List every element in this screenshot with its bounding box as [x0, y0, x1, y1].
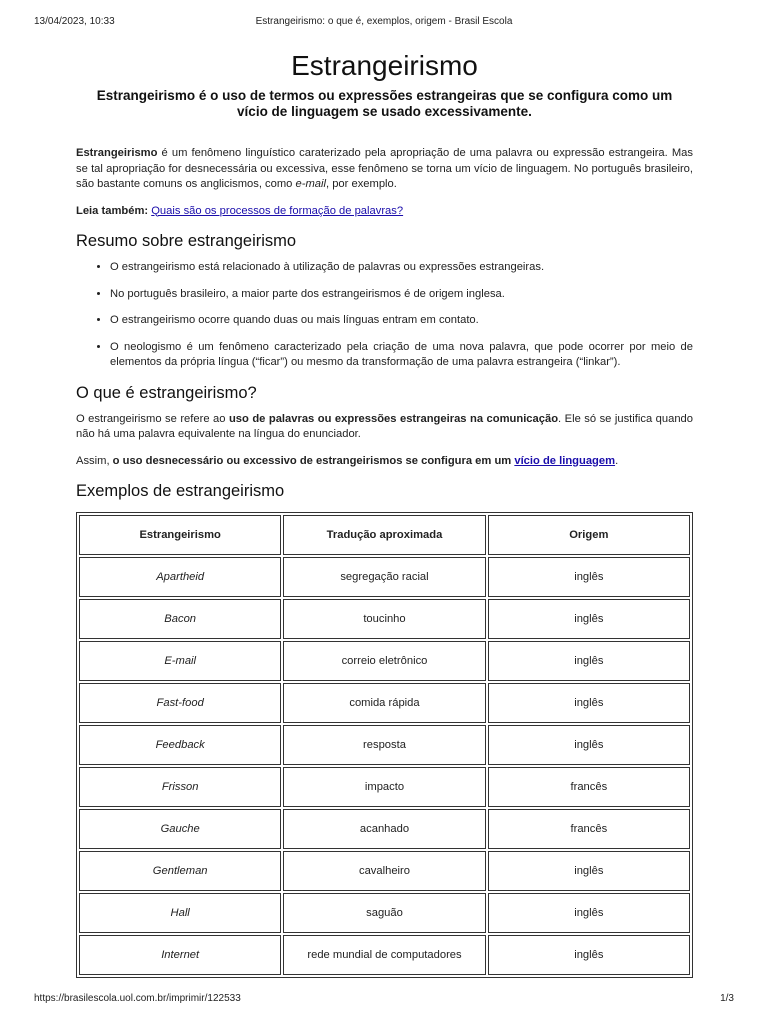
resumo-item: • No português brasileiro, a maior parte dos estrangeirismos é de origem inglesa.	[110, 287, 693, 303]
intro-text-1: é um fenômeno linguístico caraterizado pela apropriação de uma palavra ou expressão estrangeira. Mas se tal apropriação for desnecessária ou excessiva, esse fenômeno se torna um vício de linguagem. No português brasileiro, são bastante comuns os anglicismos, como	[76, 147, 693, 190]
intro-paragraph	[76, 146, 693, 193]
cell-term: Hall	[79, 893, 281, 933]
vicio-linguagem-link[interactable]: vício de linguagem	[514, 454, 616, 467]
table-row	[79, 935, 690, 975]
oque-p1-text-a: O estrangeirismo se refere ao	[76, 412, 229, 425]
cell-translation: toucinho	[283, 599, 485, 639]
print-page-title: Estrangeirismo: o que é, exemplos, origem - Brasil Escola	[255, 16, 513, 27]
cell-origin: inglês	[488, 725, 690, 765]
cell-term: Gauche	[79, 809, 281, 849]
table-row	[79, 725, 690, 765]
cell-origin: inglês	[488, 851, 690, 891]
leia-tambem	[76, 204, 693, 220]
cell-translation: comida rápida	[283, 683, 485, 723]
page-number: 1/3	[720, 993, 734, 1004]
cell-term: Bacon	[79, 599, 281, 639]
cell-translation: correio eletrônico	[283, 641, 485, 681]
print-date: 13/04/2023, 10:33	[34, 16, 115, 27]
print-url: https://brasilescola.uol.com.br/imprimir/122533	[34, 993, 241, 1004]
column-header: Tradução aproximada	[283, 515, 485, 555]
cell-term: Feedback	[79, 725, 281, 765]
intro-text-2: , por exemplo.	[325, 178, 397, 190]
cell-origin: inglês	[488, 935, 690, 975]
column-header: Origem	[488, 515, 690, 555]
cell-translation: impacto	[283, 767, 485, 807]
oque-p1-text-b: . Ele só se justifica quando não há uma palavra equivalente na língua do enunciador.	[76, 412, 693, 440]
cell-origin: inglês	[488, 893, 690, 933]
oque-p2-text-a: Assim,	[76, 454, 113, 467]
cell-origin: francês	[488, 767, 690, 807]
oque-paragraph-1	[76, 412, 693, 443]
heading-o-que-e: O que é estrangeirismo?	[76, 383, 257, 402]
article-title: Estrangeirismo	[291, 50, 478, 81]
oque-p2-text-b: .	[615, 454, 619, 467]
cell-term: Gentleman	[79, 851, 281, 891]
print-header	[34, 16, 734, 30]
cell-origin: inglês	[488, 599, 690, 639]
cell-term: Frisson	[79, 767, 281, 807]
oque-paragraph-2	[76, 454, 693, 470]
table-row	[79, 893, 690, 933]
cell-term: E-mail	[79, 641, 281, 681]
table-row	[79, 557, 690, 597]
oque-p2-bold: o uso desnecessário ou excessivo de estrangeirismos se configura em um	[112, 454, 515, 467]
oque-p1-bold: uso de palavras ou expressões estrangeiras na comunicação	[228, 412, 559, 425]
resumo-item: • O neologismo é um fenômeno caracterizado pela criação de uma nova palavra, que pode ocorrer por meio de elementos da própria língua (“ficar”) ou mesmo da transformação de uma palavra estrangeira (“linkar”).	[110, 340, 693, 371]
cell-translation: resposta	[283, 725, 485, 765]
cell-translation: cavalheiro	[283, 851, 485, 891]
cell-translation: acanhado	[283, 809, 485, 849]
cell-origin: francês	[488, 809, 690, 849]
cell-term: Fast-food	[79, 683, 281, 723]
article	[76, 48, 693, 978]
leia-link[interactable]: Quais são os processos de formação de palavras?	[151, 204, 404, 217]
cell-translation: saguão	[283, 893, 485, 933]
cell-term: Internet	[79, 935, 281, 975]
table-row	[79, 599, 690, 639]
article-subtitle: Estrangeirismo é o uso de termos ou expressões estrangeiras que se configura como um vício de linguagem se usado excessivamente.	[96, 88, 673, 119]
heading-exemplos: Exemplos de estrangeirismo	[76, 482, 285, 500]
cell-term: Apartheid	[79, 557, 281, 597]
table-row	[79, 851, 690, 891]
cell-origin: inglês	[488, 683, 690, 723]
resumo-list	[76, 260, 693, 371]
examples-table-body	[79, 557, 690, 975]
intro-bold-term: Estrangeirismo	[76, 147, 158, 159]
table-row	[79, 641, 690, 681]
examples-table	[76, 512, 693, 978]
table-row	[79, 683, 690, 723]
table-row	[79, 767, 690, 807]
table-header-row	[79, 515, 690, 555]
cell-translation: segregação racial	[283, 557, 485, 597]
cell-translation: rede mundial de computadores	[283, 935, 485, 975]
column-header: Estrangeirismo	[79, 515, 281, 555]
intro-italic-term: e-mail	[295, 178, 326, 190]
print-footer	[34, 993, 734, 1007]
resumo-item: • O estrangeirismo está relacionado à utilização de palavras ou expressões estrangeiras.	[110, 260, 693, 276]
resumo-item: • O estrangeirismo ocorre quando duas ou mais línguas entram em contato.	[110, 313, 693, 329]
heading-resumo: Resumo sobre estrangeirismo	[76, 232, 297, 250]
table-row	[79, 809, 690, 849]
cell-origin: inglês	[488, 641, 690, 681]
cell-origin: inglês	[488, 557, 690, 597]
leia-label: Leia também:	[76, 204, 149, 217]
